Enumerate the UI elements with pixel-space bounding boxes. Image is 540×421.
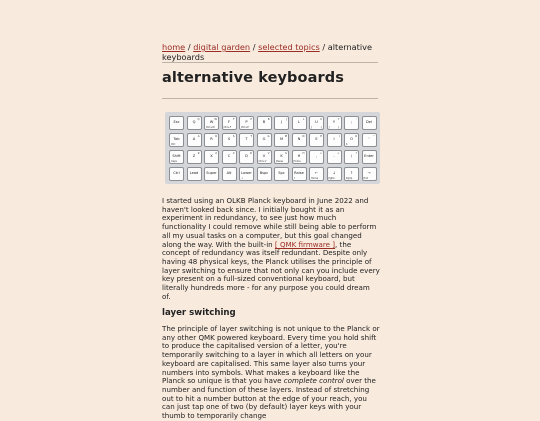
keycap-legend: " — [373, 134, 375, 138]
breadcrumb-divider — [162, 62, 378, 63]
keycap — [274, 167, 289, 181]
keycap — [274, 116, 289, 130]
keycap-legend: ↓ — [241, 176, 244, 180]
keycap-legend: G — [262, 137, 266, 141]
keycap-legend: D — [250, 151, 252, 155]
keycap — [309, 167, 324, 181]
keycap-legend: [ — [311, 125, 312, 129]
keycap-legend: B — [262, 120, 266, 124]
keycap-legend: , — [315, 154, 318, 158]
breadcrumb-separator: / — [187, 42, 191, 52]
keycap-legend: Q — [197, 117, 200, 121]
keycap-legend: : — [356, 117, 357, 121]
breadcrumb-current: alternative keyboards — [162, 42, 373, 62]
keycap-legend: L — [303, 117, 305, 121]
keycap-legend: J — [286, 117, 287, 121]
keycap-legend: W — [214, 117, 217, 121]
keycap — [327, 150, 342, 164]
keycap-legend: Spc — [278, 171, 285, 175]
layer-text-start: The principle of layer switching is not unique to the Planck or any other QMK powered keyboard. Every time you hold shift to produce the capitalised version of a letter, you're temporarily switching to a layer in which all letters on your keyboard are capitalised. This same layer also turns your numbers into symbols. What makes a keyboard like the Planck so unique is that you have — [162, 324, 380, 386]
keycap-legend: K — [285, 151, 287, 155]
keycap-legend: Esc — [173, 120, 180, 124]
keycap-legend: T — [250, 134, 252, 138]
keycap — [187, 150, 202, 164]
intro-paragraph — [162, 197, 380, 301]
keycap-legend: S — [232, 134, 235, 138]
keycap — [362, 167, 377, 181]
keycap — [327, 116, 342, 130]
keycap-legend: Q — [192, 120, 196, 124]
keycap-legend: A — [192, 137, 196, 141]
keycap — [222, 150, 237, 164]
keycap-legend: ↑ — [349, 171, 353, 175]
keycap-legend: Shift — [172, 154, 181, 158]
breadcrumb-selected-topics[interactable]: selected topics — [258, 42, 320, 52]
keycap-legend: Pause — [276, 159, 284, 163]
keycap-legend: Caps — [171, 159, 177, 163]
keycap-legend: ↑ — [293, 176, 296, 180]
keycap-legend: $ — [346, 142, 348, 146]
intro-text-start: I started using an OLKB Planck keyboard in June 2022 and haven't looked back since. I initially bought it as an experiment in redundancy, to see just how much functionality I could remove while still being able to perform all my usual tasks on a computer, but this goal changed along the way. With the built-in — [162, 196, 377, 249]
keycap-legend: W — [209, 120, 214, 124]
section-heading-layer-switching: layer switching — [162, 308, 236, 318]
breadcrumb-digital-garden[interactable]: digital garden — [193, 42, 251, 52]
keycap-legend: Lead — [189, 171, 199, 175]
layer-text-end: over the number and function of these layers. Instead of stretching out to hit a number button at the edge of your reach, you can just tap one of two (by default) layer keys with your thumb to temporarily change — [162, 376, 376, 421]
page-title: alternative keyboards — [162, 70, 344, 86]
keyboard-layout-image — [165, 112, 380, 184]
keycap-legend: F — [227, 120, 231, 124]
keycap — [257, 116, 272, 130]
keycap-legend: S — [227, 137, 231, 141]
keycap — [204, 116, 219, 130]
keycap — [204, 167, 219, 181]
keycap-legend: H — [302, 151, 305, 155]
keycap-legend: H — [297, 154, 301, 158]
keycap-legend: Super — [206, 171, 217, 175]
keycap — [309, 133, 324, 147]
keycap-legend: C — [227, 154, 231, 158]
keycap-legend: E — [320, 134, 322, 138]
keycap-legend: M — [279, 137, 284, 141]
keycap-legend: M — [284, 134, 287, 138]
keycap-legend: ↓ — [332, 171, 336, 175]
keycap — [187, 116, 202, 130]
keycap — [239, 150, 254, 164]
keycap-legend: . — [333, 154, 335, 158]
keycap-legend: N — [297, 137, 301, 141]
keycap-legend: V — [262, 154, 266, 158]
keycap — [362, 150, 377, 164]
keycap — [344, 150, 359, 164]
layer-switching-paragraph — [162, 325, 380, 421]
keycap — [239, 167, 254, 181]
title-divider — [162, 98, 378, 99]
keycap-legend: ] — [328, 125, 330, 129]
keycap — [187, 133, 202, 147]
intro-text-end: , the concept of redundancy was itself redundant. Despite only having 48 physical keys, the Planck utilises the principle of layer switching to ensure that not only can you include every key present on a full-sized conventional keyboard, but literally hundreds more - for any purpose you could dream of. — [162, 239, 380, 301]
keycap-legend: PgDn — [328, 176, 335, 180]
keycap-legend: T — [245, 137, 248, 141]
keycap-legend: I — [338, 134, 340, 138]
keycap-legend: } — [337, 125, 340, 129]
keycap — [344, 116, 359, 130]
keycap-legend: Bspc — [259, 171, 269, 175]
keycap — [222, 133, 237, 147]
keycap-legend: Y — [332, 120, 336, 124]
keycap-legend: U — [320, 117, 322, 121]
keycap — [222, 116, 237, 130]
keycap-legend: Home — [311, 176, 319, 180]
keycap — [169, 167, 184, 181]
keycap — [309, 150, 324, 164]
keycap-legend: End — [363, 176, 369, 180]
keycap-legend: J — [280, 120, 283, 124]
keycap-legend: Lower — [241, 171, 252, 175]
keycap — [292, 167, 307, 181]
keycap — [327, 167, 342, 181]
keycap — [292, 133, 307, 147]
keycap-legend: C — [232, 151, 235, 155]
keycap-legend: D — [245, 154, 248, 158]
keycap-legend: Raise — [294, 171, 304, 175]
keycap — [187, 167, 202, 181]
keycap-legend: Alt — [226, 171, 232, 175]
keycap — [239, 116, 254, 130]
keycap — [327, 133, 342, 147]
keycap — [309, 116, 324, 130]
keycap-legend: PgUp — [346, 176, 353, 180]
keycap-legend: N — [302, 134, 305, 138]
keycap-legend: Ctrl+W — [206, 125, 215, 129]
keycap-legend: R — [215, 134, 217, 138]
keycap — [274, 133, 289, 147]
keycap — [257, 167, 272, 181]
keycap-legend: Enter — [364, 154, 374, 158]
breadcrumb-separator: / — [252, 42, 256, 52]
keycap-legend: ? — [355, 151, 357, 155]
keycap-legend: G — [267, 134, 270, 138]
breadcrumb-home[interactable]: home — [162, 42, 186, 52]
breadcrumb — [162, 42, 378, 62]
keycap-legend: / — [350, 154, 353, 158]
keycap — [239, 133, 254, 147]
keycap — [344, 133, 359, 147]
keycap — [169, 133, 184, 147]
keycap-legend: E — [315, 137, 318, 141]
keycap-legend: U — [315, 120, 318, 124]
keycap — [292, 116, 307, 130]
keycap — [362, 133, 377, 147]
keycap — [257, 150, 272, 164]
keycap-legend: A — [197, 134, 200, 138]
keycap-legend: ← — [314, 171, 318, 175]
keycap — [274, 150, 289, 164]
keycap-legend: ; — [350, 120, 353, 124]
keycap-legend: Ctrl — [173, 171, 180, 175]
keycap — [222, 167, 237, 181]
keycap-legend: > — [337, 151, 340, 155]
keycap-legend: Y — [337, 117, 340, 121]
keycap-legend: Z — [192, 154, 196, 158]
keycap-legend: Ctrl+V — [258, 159, 267, 163]
keycap-legend: Tab — [173, 137, 180, 141]
keycap-legend: ' — [368, 137, 370, 141]
keycap-legend: B — [267, 117, 270, 121]
keycap — [169, 116, 184, 130]
keycap-legend: < — [319, 151, 322, 155]
keycap-legend: L — [297, 120, 300, 124]
keycap-legend: R — [210, 137, 213, 141]
keycap-legend: Ctrl+F — [223, 125, 232, 129]
keycap — [169, 150, 184, 164]
keycap-legend: O — [354, 134, 357, 138]
layer-text-emphasis: complete control — [283, 376, 344, 386]
keycap-legend: V — [267, 151, 270, 155]
keycap-legend: P — [250, 117, 252, 121]
keycap — [362, 116, 377, 130]
keycap-legend: O — [350, 137, 353, 141]
keycap-legend: F — [233, 117, 235, 121]
keycap-legend: X — [215, 151, 217, 155]
breadcrumb-separator: / — [322, 42, 326, 52]
keycap-legend: { — [320, 125, 322, 129]
keycap-legend: Ctrl — [171, 142, 176, 146]
keycap-legend: Ctrl+P — [241, 125, 249, 129]
qmk-firmware-link[interactable]: [ QMK firmware ] — [274, 239, 336, 249]
keycap — [257, 133, 272, 147]
keycap — [344, 167, 359, 181]
keycap-legend: K — [280, 154, 283, 158]
keycap-legend: Home — [293, 159, 301, 163]
keycap-legend: I — [333, 137, 335, 141]
keycap-legend: → — [367, 171, 371, 175]
keycap — [204, 133, 219, 147]
keycap — [292, 150, 307, 164]
keycap — [204, 150, 219, 164]
keycap-legend: Z — [197, 151, 200, 155]
keycap-legend: P — [245, 120, 248, 124]
keycap-legend: Del — [366, 120, 372, 124]
keycap-legend: X — [210, 154, 213, 158]
